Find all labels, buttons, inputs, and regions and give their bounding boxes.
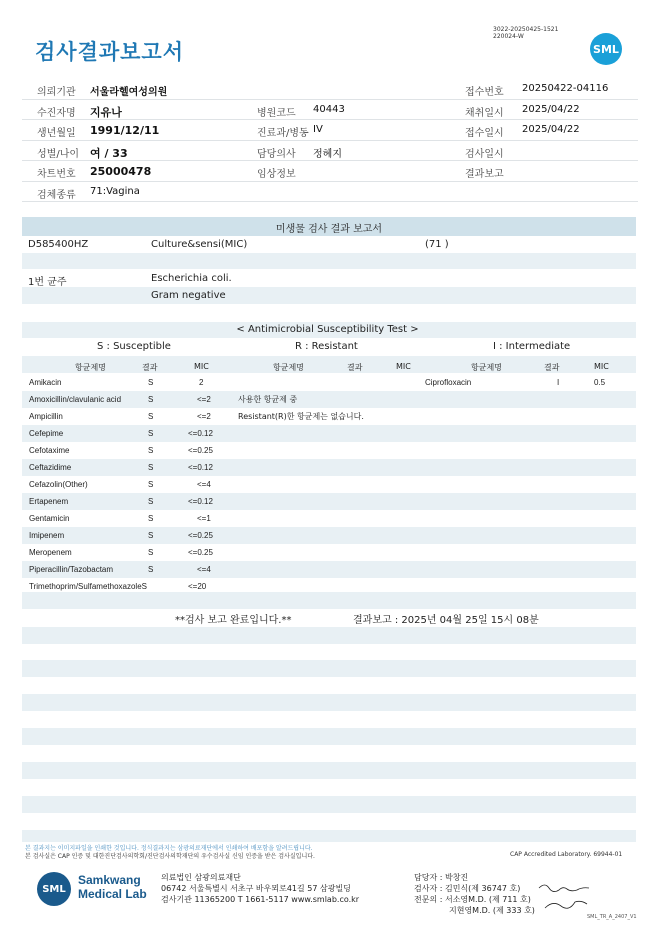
cap-accreditation: CAP Accredited Laboratory. 69944-01	[510, 851, 623, 858]
ast-drug-name: Piperacillin/Tazobactam	[29, 565, 114, 574]
report-time: 결과보고 : 2025년 04월 25일 15시 08분	[353, 615, 539, 626]
chart-no-label: 차트번호	[37, 169, 76, 180]
ast-title: < Antimicrobial Susceptibility Test >	[236, 324, 419, 335]
document-code-line-1: 3022-20250425-1521	[493, 26, 559, 33]
test-code: D585400HZ	[28, 239, 89, 250]
footer-sml-logo: SML	[37, 872, 71, 906]
ast-result: S	[148, 531, 154, 540]
birth-value: 1991/12/11	[90, 124, 160, 137]
sex-age-value: 여 / 33	[90, 146, 128, 160]
ast-mic: <=4	[197, 480, 211, 489]
row-stripe	[22, 592, 636, 609]
row-stripe	[22, 694, 636, 711]
info-row	[22, 161, 638, 182]
right-drug-name: Ciprofloxacin	[425, 378, 472, 387]
ast-result: S	[148, 463, 154, 472]
ast-mic: <=0.25	[188, 531, 213, 540]
collect-date-label: 채취일시	[465, 107, 504, 119]
patient-info-table	[22, 79, 638, 202]
footer-specialist-2: 지현영M.D. (제 333 호)	[449, 906, 535, 915]
ast-result: S	[148, 480, 154, 489]
footer-contact: 검사기관 11365200 T 1661-5117 www.smlab.co.kr	[161, 895, 360, 904]
ast-drug-name: Ceftazidime	[29, 463, 72, 472]
footer-tester: 검사자 : 김민식(제 36747 호)	[414, 884, 521, 893]
organism-name: Escherichia coli.	[151, 273, 232, 284]
chart-no-value: 25000478	[90, 165, 152, 178]
ast-drug-name: Cefazolin(Other)	[29, 480, 88, 489]
document-code	[493, 26, 558, 40]
col-drug-3: 항균제명	[471, 363, 502, 372]
legend-resistant: R : Resistant	[295, 341, 358, 352]
receive-date-label: 접수일시	[465, 128, 504, 139]
receive-date-value: 2025/04/22	[522, 124, 580, 135]
reception-no-label: 접수번호	[465, 87, 504, 98]
ast-result: S	[148, 514, 154, 523]
ast-drug-name: Ampicillin	[29, 412, 63, 421]
ast-mic: <=20	[188, 582, 207, 591]
row-stripe	[22, 728, 636, 745]
reception-no-value: 20250422-04116	[522, 83, 609, 94]
ast-drug-name: Trimethoprim/SulfamethoxazoleS	[29, 582, 147, 591]
ast-row	[22, 459, 636, 476]
ast-mic: 2	[199, 378, 204, 387]
ast-mic: <=1	[197, 514, 211, 523]
ast-row	[22, 527, 636, 544]
row-stripe	[22, 762, 636, 779]
col-mic-1: MIC	[194, 362, 209, 371]
doctor-label: 담당의사	[257, 148, 296, 160]
footer-note-2: 본 검사실은 CAP 인증 및 대한진단검사의학회/진단검사의학재단의 우수검사실 신임 인증을 받은 검사실입니다.	[25, 853, 315, 860]
ast-row	[22, 493, 636, 510]
ast-result: S	[148, 548, 154, 557]
info-row	[22, 100, 638, 121]
ast-result: S	[148, 378, 154, 387]
brand-line-2: Medical Lab	[78, 887, 147, 901]
info-row	[22, 79, 638, 100]
micro-section-header: 미생물 검사 결과 보고서	[22, 217, 636, 236]
ast-mic: <=0.25	[188, 548, 213, 557]
birth-label: 생년월일	[37, 128, 76, 139]
institution-value: 서울라헬여성의원	[90, 87, 168, 98]
ast-result: S	[148, 446, 154, 455]
signature-image	[535, 878, 595, 914]
resistance-note-line-1: 사용한 항균제 중	[238, 395, 298, 404]
ward-code-value: 40443	[313, 103, 345, 115]
specimen-label: 검체종류	[37, 189, 76, 201]
completion-text: **검사 보고 완료입니다.**	[175, 615, 292, 626]
report-label: 결과보고	[465, 169, 504, 180]
legend-intermediate: I : Intermediate	[493, 341, 571, 352]
row-stripe	[22, 830, 636, 842]
ast-row	[22, 391, 636, 408]
test-name: Culture&sensi(MIC)	[151, 239, 248, 250]
ast-mic: <=0.12	[188, 463, 213, 472]
col-mic-3: MIC	[594, 362, 609, 371]
doctor-value: 정혜지	[313, 148, 342, 160]
footer-address: 06742 서울특별시 서초구 바우뫼로41길 57 삼광빌딩	[161, 884, 351, 893]
ast-row	[22, 510, 636, 527]
ast-result: S	[148, 412, 154, 421]
ast-result: S	[148, 429, 154, 438]
col-drug-2: 항균제명	[273, 363, 304, 372]
form-code: SML_TR_A_2407_V1	[587, 914, 637, 920]
row-stripe	[22, 287, 636, 304]
test-date-label: 검사일시	[465, 148, 504, 160]
ast-mic: <=2	[197, 412, 211, 421]
ast-mic: <=0.25	[188, 446, 213, 455]
resistance-note-line-2: Resistant(R)한 항균제는 없습니다.	[238, 412, 364, 421]
institution-label: 의뢰기관	[37, 87, 76, 98]
footer-specialist-1: 전문의 : 서소영M.D. (제 711 호)	[414, 895, 531, 904]
row-stripe	[22, 627, 636, 644]
test-number: (71 )	[425, 239, 449, 250]
brand-line-1: Samkwang	[78, 873, 141, 887]
ast-row	[22, 561, 636, 578]
gram-stain: Gram negative	[151, 290, 226, 301]
footer-manager: 담당자 : 박창진	[414, 873, 469, 882]
row-stripe	[22, 660, 636, 677]
ast-mic: <=4	[197, 565, 211, 574]
dept-label: 진료과/병동	[257, 128, 309, 139]
ast-drug-name: Ertapenem	[29, 497, 69, 506]
footer-org: 의료법인 삼광의료재단	[161, 873, 241, 882]
organism-label: 1번 균주	[28, 277, 67, 288]
ast-drug-name: Cefepime	[29, 429, 64, 438]
name-value: 지유나	[90, 105, 122, 119]
col-drug-1: 항균제명	[75, 363, 106, 372]
ward-code-label: 병원코드	[257, 107, 296, 119]
footer-note-1: 본 결과지는 이미지파일을 인쇄한 것입니다. 정식결과지는 삼광의료재단에서 인쇄하여 배포함을 알려드립니다.	[25, 845, 313, 852]
page-title: 검사결과보고서	[35, 40, 185, 64]
info-row	[22, 120, 638, 141]
ast-row	[22, 425, 636, 442]
ast-row	[22, 374, 636, 391]
col-result-3: 결과	[544, 363, 560, 372]
ast-drug-name: Imipenem	[29, 531, 65, 540]
ast-row	[22, 544, 636, 561]
specimen-value: 71:Vagina	[90, 185, 140, 197]
ast-result: S	[148, 497, 154, 506]
ast-mic: <=0.12	[188, 497, 213, 506]
ast-drug-name: Cefotaxime	[29, 446, 70, 455]
right-drug-result: I	[557, 378, 560, 387]
col-mic-2: MIC	[396, 362, 411, 371]
ast-drug-name: Gentamicin	[29, 514, 70, 523]
sml-logo: SML	[590, 33, 622, 65]
col-result-2: 결과	[347, 363, 363, 372]
footer-brand	[78, 873, 147, 901]
info-row	[22, 141, 638, 162]
collect-date-value: 2025/04/22	[522, 103, 580, 115]
ast-result: S	[148, 565, 154, 574]
ast-result: S	[148, 395, 154, 404]
ast-drug-name: Amikacin	[29, 378, 62, 387]
dept-value: IV	[313, 124, 323, 135]
legend-susceptible: S : Susceptible	[97, 341, 171, 352]
ast-mic: <=2	[197, 395, 211, 404]
info-row	[22, 182, 638, 203]
row-stripe	[22, 253, 636, 269]
ast-drug-name: Meropenem	[29, 548, 72, 557]
row-stripe	[22, 796, 636, 813]
ast-mic: <=0.12	[188, 429, 213, 438]
right-drug-mic: 0.5	[594, 378, 606, 387]
ast-row	[22, 476, 636, 493]
clinical-label: 임상정보	[257, 169, 296, 180]
document-code-line-2: 220024-W	[493, 33, 524, 40]
ast-row	[22, 442, 636, 459]
sex-age-label: 성별/나이	[37, 148, 80, 160]
col-result-1: 결과	[142, 363, 158, 372]
ast-drug-name: Amoxicillin/clavulanic acid	[29, 395, 122, 404]
name-label: 수진자명	[37, 107, 76, 119]
